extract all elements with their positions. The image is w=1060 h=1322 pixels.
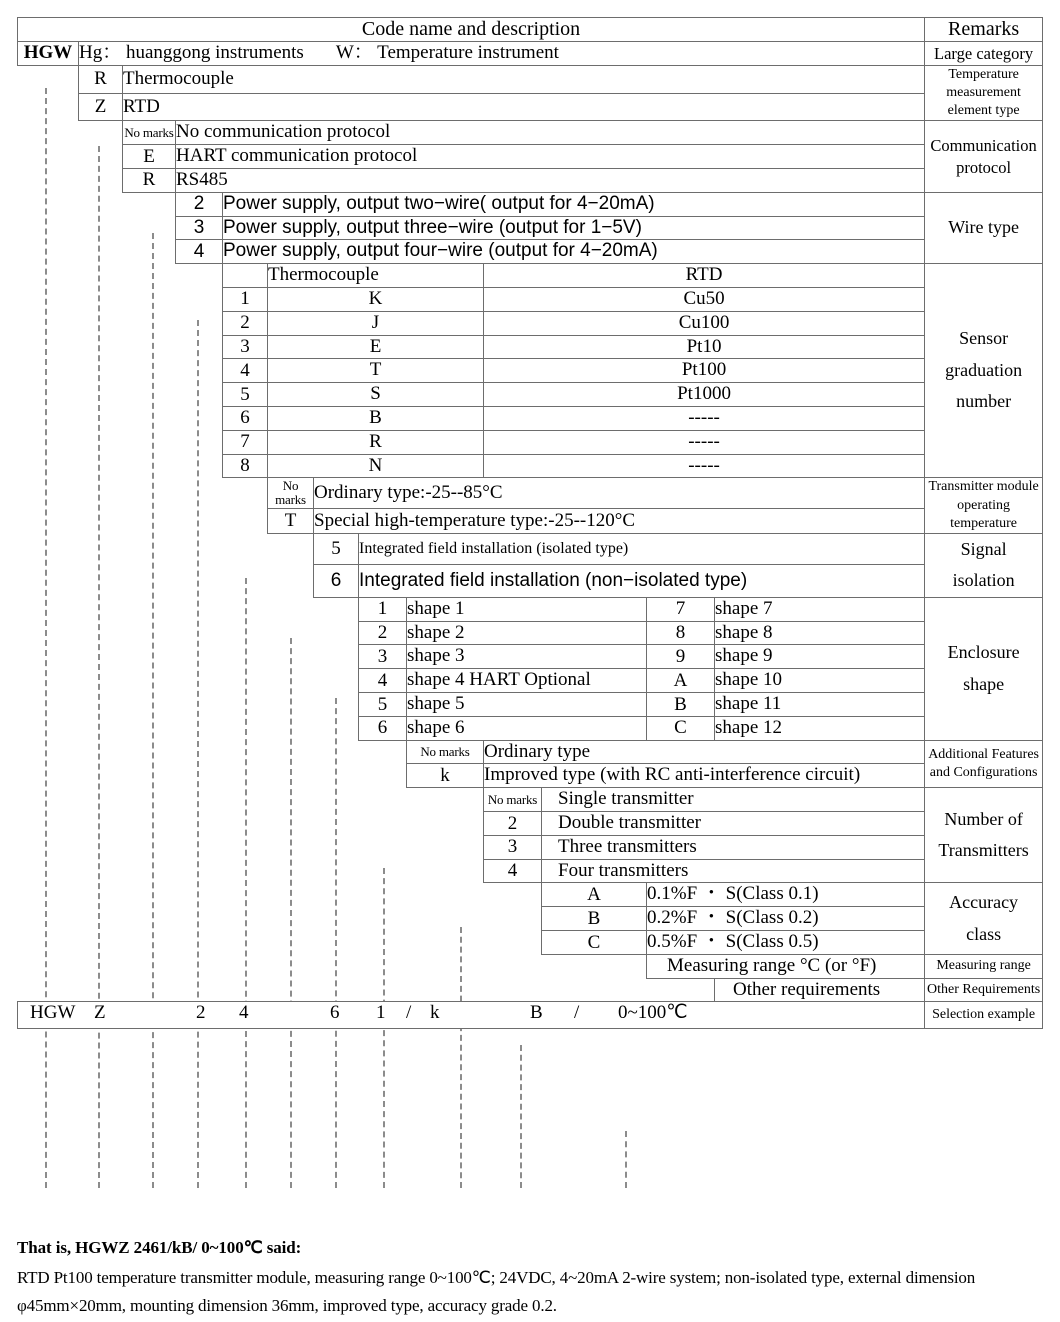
table-header-row — [18, 18, 1043, 42]
remark-line: number — [956, 391, 1012, 412]
row-wire-3 — [18, 240, 1043, 264]
label-three-wire: Power supply, output three−wire (output for 1−5V) — [223, 216, 925, 240]
sel-val-1: 1 — [376, 1002, 386, 1024]
row-graduation-7 — [18, 430, 1043, 454]
remark-line: Accuracy — [949, 892, 1019, 913]
code-nomarks-comm: No marks — [123, 121, 176, 145]
code-shape-9: 9 — [647, 645, 715, 669]
row-addfeat-2 — [18, 764, 1043, 788]
row-addfeat-1 — [18, 740, 1043, 764]
sel-val-slash2: / — [574, 1002, 580, 1024]
code-shape-1: 1 — [359, 597, 407, 621]
row-enclosure-1 — [18, 597, 1043, 621]
remark-line: class — [966, 923, 1002, 944]
label-shape-4: shape 4 HART Optional — [407, 669, 647, 693]
row-enclosure-2 — [18, 621, 1043, 645]
remark-line: Sensor — [959, 328, 1009, 349]
remark-line: graduation — [945, 359, 1023, 380]
code-hgw: HGW — [18, 42, 79, 66]
row-accuracy-3 — [18, 931, 1043, 955]
sel-val-2: 2 — [196, 1002, 206, 1024]
label-special-high-temp: Special high-temperature type:-25--120°C — [314, 509, 925, 534]
remark-line: isolation — [952, 570, 1015, 591]
remark-line: shape — [963, 673, 1005, 694]
caption-body — [17, 1264, 1047, 1319]
thermocouple-4: T — [268, 359, 484, 383]
row-large-category — [18, 42, 1043, 66]
label-four-transmitters: Four transmitters — [542, 859, 925, 883]
row-selection-example — [18, 1002, 1043, 1029]
label-ordinary-type: Ordinary type — [484, 740, 925, 764]
sel-val-6: 6 — [330, 1002, 340, 1024]
col-header-rtd: RTD — [484, 264, 925, 288]
sel-val-slash1: / — [406, 1002, 412, 1024]
label-single-transmitter: Single transmitter — [542, 788, 925, 812]
row-graduation-1 — [18, 287, 1043, 311]
rtd-7: ----- — [484, 430, 925, 454]
sel-val-range: 0~100℃ — [618, 1002, 688, 1024]
remark-measuring-range: Measuring range — [925, 954, 1043, 978]
caption-body-line-1: RTD Pt100 temperature transmitter module, measuring range 0~100℃; 24VDC, 4~20mA 2-wire system; non-isolated type, external dimension — [17, 1268, 976, 1287]
code-nomarks-addfeat: No marks — [407, 740, 484, 764]
remark-large-category: Large category — [925, 42, 1043, 66]
caption-body-line-2: φ45mm×20mm, mounting dimension 36mm, improved type, accuracy grade 0.2. — [17, 1295, 557, 1315]
label-shape-2: shape 2 — [407, 621, 647, 645]
sel-val-b: B — [530, 1002, 543, 1024]
remark-communication: Communication protocol — [925, 121, 1043, 192]
code-C-accuracy: C — [542, 931, 647, 955]
label-ordinary-temp: Ordinary type:-25--85°C — [314, 478, 925, 509]
thermocouple-6: B — [268, 406, 484, 430]
row-comm-1 — [18, 121, 1043, 145]
row-isolation-2 — [18, 565, 1043, 598]
label-non-isolated-type: Integrated field installation (non−isolated type) — [359, 565, 925, 598]
row-accuracy-2 — [18, 907, 1043, 931]
row-ntrans-2 — [18, 812, 1043, 836]
graduation-code-blank — [223, 264, 268, 288]
label-no-comm-protocol: No communication protocol — [176, 121, 925, 145]
row-other-requirements — [18, 978, 1043, 1002]
label-measuring-range: Measuring range °C (or °F) — [647, 954, 925, 978]
code-shape-3: 3 — [359, 645, 407, 669]
row-isolation-1 — [18, 533, 1043, 564]
remark-wire-type: Wire type — [925, 192, 1043, 263]
code-grad-8: 8 — [223, 454, 268, 478]
remark-element-type: Temperature measurement element type — [925, 65, 1043, 121]
code-grad-5: 5 — [223, 383, 268, 407]
code-E-hart: E — [123, 145, 176, 169]
row-graduation-5 — [18, 383, 1043, 407]
code-shape-12: C — [647, 716, 715, 740]
sel-val-k: k — [430, 1002, 440, 1024]
code-shape-11: B — [647, 693, 715, 717]
label-shape-3: shape 3 — [407, 645, 647, 669]
code-6-nonisolated: 6 — [314, 565, 359, 598]
code-nomarks-optemp: No marks — [268, 478, 314, 509]
label-shape-11: shape 11 — [715, 693, 925, 717]
code-R-rs485: R — [123, 168, 176, 192]
code-4-four-wire: 4 — [176, 240, 223, 264]
label-shape-10: shape 10 — [715, 669, 925, 693]
rtd-8: ----- — [484, 454, 925, 478]
dash-guide — [625, 1131, 627, 1188]
label-shape-9: shape 9 — [715, 645, 925, 669]
row-enclosure-4 — [18, 669, 1043, 693]
remark-other-requirements: Other Requirements — [925, 978, 1043, 1002]
remark-number-of-transmitters — [925, 788, 1043, 883]
remark-line: Enclosure — [947, 642, 1020, 663]
label-thermocouple: Thermocouple — [123, 65, 925, 93]
row-graduation-3 — [18, 335, 1043, 359]
label-shape-8: shape 8 — [715, 621, 925, 645]
code-grad-2: 2 — [223, 311, 268, 335]
thermocouple-5: S — [268, 383, 484, 407]
sel-val-4: 4 — [239, 1002, 249, 1024]
row-graduation-4 — [18, 359, 1043, 383]
code-shape-2: 2 — [359, 621, 407, 645]
code-shape-8: 8 — [647, 621, 715, 645]
label-shape-6: shape 6 — [407, 716, 647, 740]
label-rtd: RTD — [123, 93, 925, 121]
label-hart-protocol: HART communication protocol — [176, 145, 925, 169]
code-2-two-wire: 2 — [176, 192, 223, 216]
label-shape-1: shape 1 — [407, 597, 647, 621]
row-ntrans-4 — [18, 859, 1043, 883]
code-shape-4: 4 — [359, 669, 407, 693]
label-two-wire: Power supply, output two−wire( output for 4−20mA) — [223, 192, 925, 216]
label-accuracy-05: 0.5%F ・ S(Class 0.5) — [647, 931, 925, 955]
code-name-header: Code name and description — [18, 18, 925, 42]
row-enclosure-3 — [18, 645, 1043, 669]
remark-enclosure-shape — [925, 597, 1043, 740]
row-comm-3 — [18, 168, 1043, 192]
label-shape-7: shape 7 — [715, 597, 925, 621]
row-ntrans-1 — [18, 788, 1043, 812]
selection-example-values — [18, 1002, 925, 1029]
rtd-5: Pt1000 — [484, 383, 925, 407]
row-element-type-1 — [18, 65, 1043, 93]
sel-val-z: Z — [94, 1002, 106, 1024]
row-measuring-range — [18, 954, 1043, 978]
remark-signal-isolation — [925, 533, 1043, 597]
label-improved-type: Improved type (with RC anti-interference circuit) — [484, 764, 925, 788]
remark-additional-features: Additional Features and Configurations — [925, 740, 1043, 788]
sel-val-hgw: HGW — [30, 1002, 76, 1024]
code-R-thermocouple: R — [79, 65, 123, 93]
code-5-isolated: 5 — [314, 533, 359, 564]
label-accuracy-01: 0.1%F ・ S(Class 0.1) — [647, 883, 925, 907]
label-double-transmitter: Double transmitter — [542, 812, 925, 836]
rtd-3: Pt10 — [484, 335, 925, 359]
row-graduation-6 — [18, 406, 1043, 430]
col-header-thermocouple: Thermocouple — [268, 264, 484, 288]
code-grad-1: 1 — [223, 287, 268, 311]
label-three-transmitters: Three transmitters — [542, 835, 925, 859]
rtd-1: Cu50 — [484, 287, 925, 311]
code-A-accuracy: A — [542, 883, 647, 907]
code-shape-10: A — [647, 669, 715, 693]
code-grad-7: 7 — [223, 430, 268, 454]
rtd-6: ----- — [484, 406, 925, 430]
row-ntrans-3 — [18, 835, 1043, 859]
remark-line: Number of — [944, 808, 1023, 829]
code-grad-4: 4 — [223, 359, 268, 383]
thermocouple-3: E — [268, 335, 484, 359]
code-grad-3: 3 — [223, 335, 268, 359]
row-enclosure-5 — [18, 693, 1043, 717]
code-4-four: 4 — [484, 859, 542, 883]
remark-line: Signal — [960, 538, 1007, 559]
code-3-three-wire: 3 — [176, 216, 223, 240]
row-wire-2 — [18, 216, 1043, 240]
code-shape-5: 5 — [359, 693, 407, 717]
row-enclosure-6 — [18, 716, 1043, 740]
rtd-4: Pt100 — [484, 359, 925, 383]
code-T-hightemp: T — [268, 509, 314, 534]
code-3-three: 3 — [484, 835, 542, 859]
specification-table — [17, 17, 1042, 1029]
label-isolated-type: Integrated field installation (isolated type) — [359, 533, 925, 564]
label-shape-5: shape 5 — [407, 693, 647, 717]
code-Z-rtd: Z — [79, 93, 123, 121]
thermocouple-1: K — [268, 287, 484, 311]
row-comm-2 — [18, 145, 1043, 169]
rtd-2: Cu100 — [484, 311, 925, 335]
thermocouple-8: N — [268, 454, 484, 478]
code-nomarks-ntrans: No marks — [484, 788, 542, 812]
remark-operating-temperature: Transmitter module operating temperature — [925, 478, 1043, 534]
label-rs485: RS485 — [176, 168, 925, 192]
remark-line: Transmitters — [938, 840, 1029, 861]
thermocouple-7: R — [268, 430, 484, 454]
code-shape-6: 6 — [359, 716, 407, 740]
code-shape-7: 7 — [647, 597, 715, 621]
w-meaning: W： Temperature instrument — [335, 42, 559, 63]
hg-meaning: Hg： huanggong instruments — [79, 42, 304, 63]
row-element-type-2 — [18, 93, 1043, 121]
remark-selection-example: Selection example — [925, 1002, 1043, 1029]
row-optemp-1 — [18, 478, 1043, 509]
row-accuracy-1 — [18, 883, 1043, 907]
code-k-improved: k — [407, 764, 484, 788]
remark-sensor-graduation — [925, 264, 1043, 478]
row-graduation-8 — [18, 454, 1043, 478]
large-category-desc — [79, 42, 925, 66]
caption-title: That is, HGWZ 2461/kB/ 0~100℃ said: — [17, 1238, 302, 1257]
label-other-requirements: Other requirements — [715, 978, 925, 1002]
row-graduation-header — [18, 264, 1043, 288]
row-wire-1 — [18, 192, 1043, 216]
code-grad-6: 6 — [223, 406, 268, 430]
label-four-wire: Power supply, output four−wire (output for 4−20mA) — [223, 240, 925, 264]
label-shape-12: shape 12 — [715, 716, 925, 740]
thermocouple-2: J — [268, 311, 484, 335]
remarks-header: Remarks — [925, 18, 1043, 42]
code-B-accuracy: B — [542, 907, 647, 931]
row-optemp-2 — [18, 509, 1043, 534]
label-accuracy-02: 0.2%F ・ S(Class 0.2) — [647, 907, 925, 931]
code-2-double: 2 — [484, 812, 542, 836]
dash-guide — [520, 1045, 522, 1188]
row-graduation-2 — [18, 311, 1043, 335]
remark-accuracy-class — [925, 883, 1043, 954]
